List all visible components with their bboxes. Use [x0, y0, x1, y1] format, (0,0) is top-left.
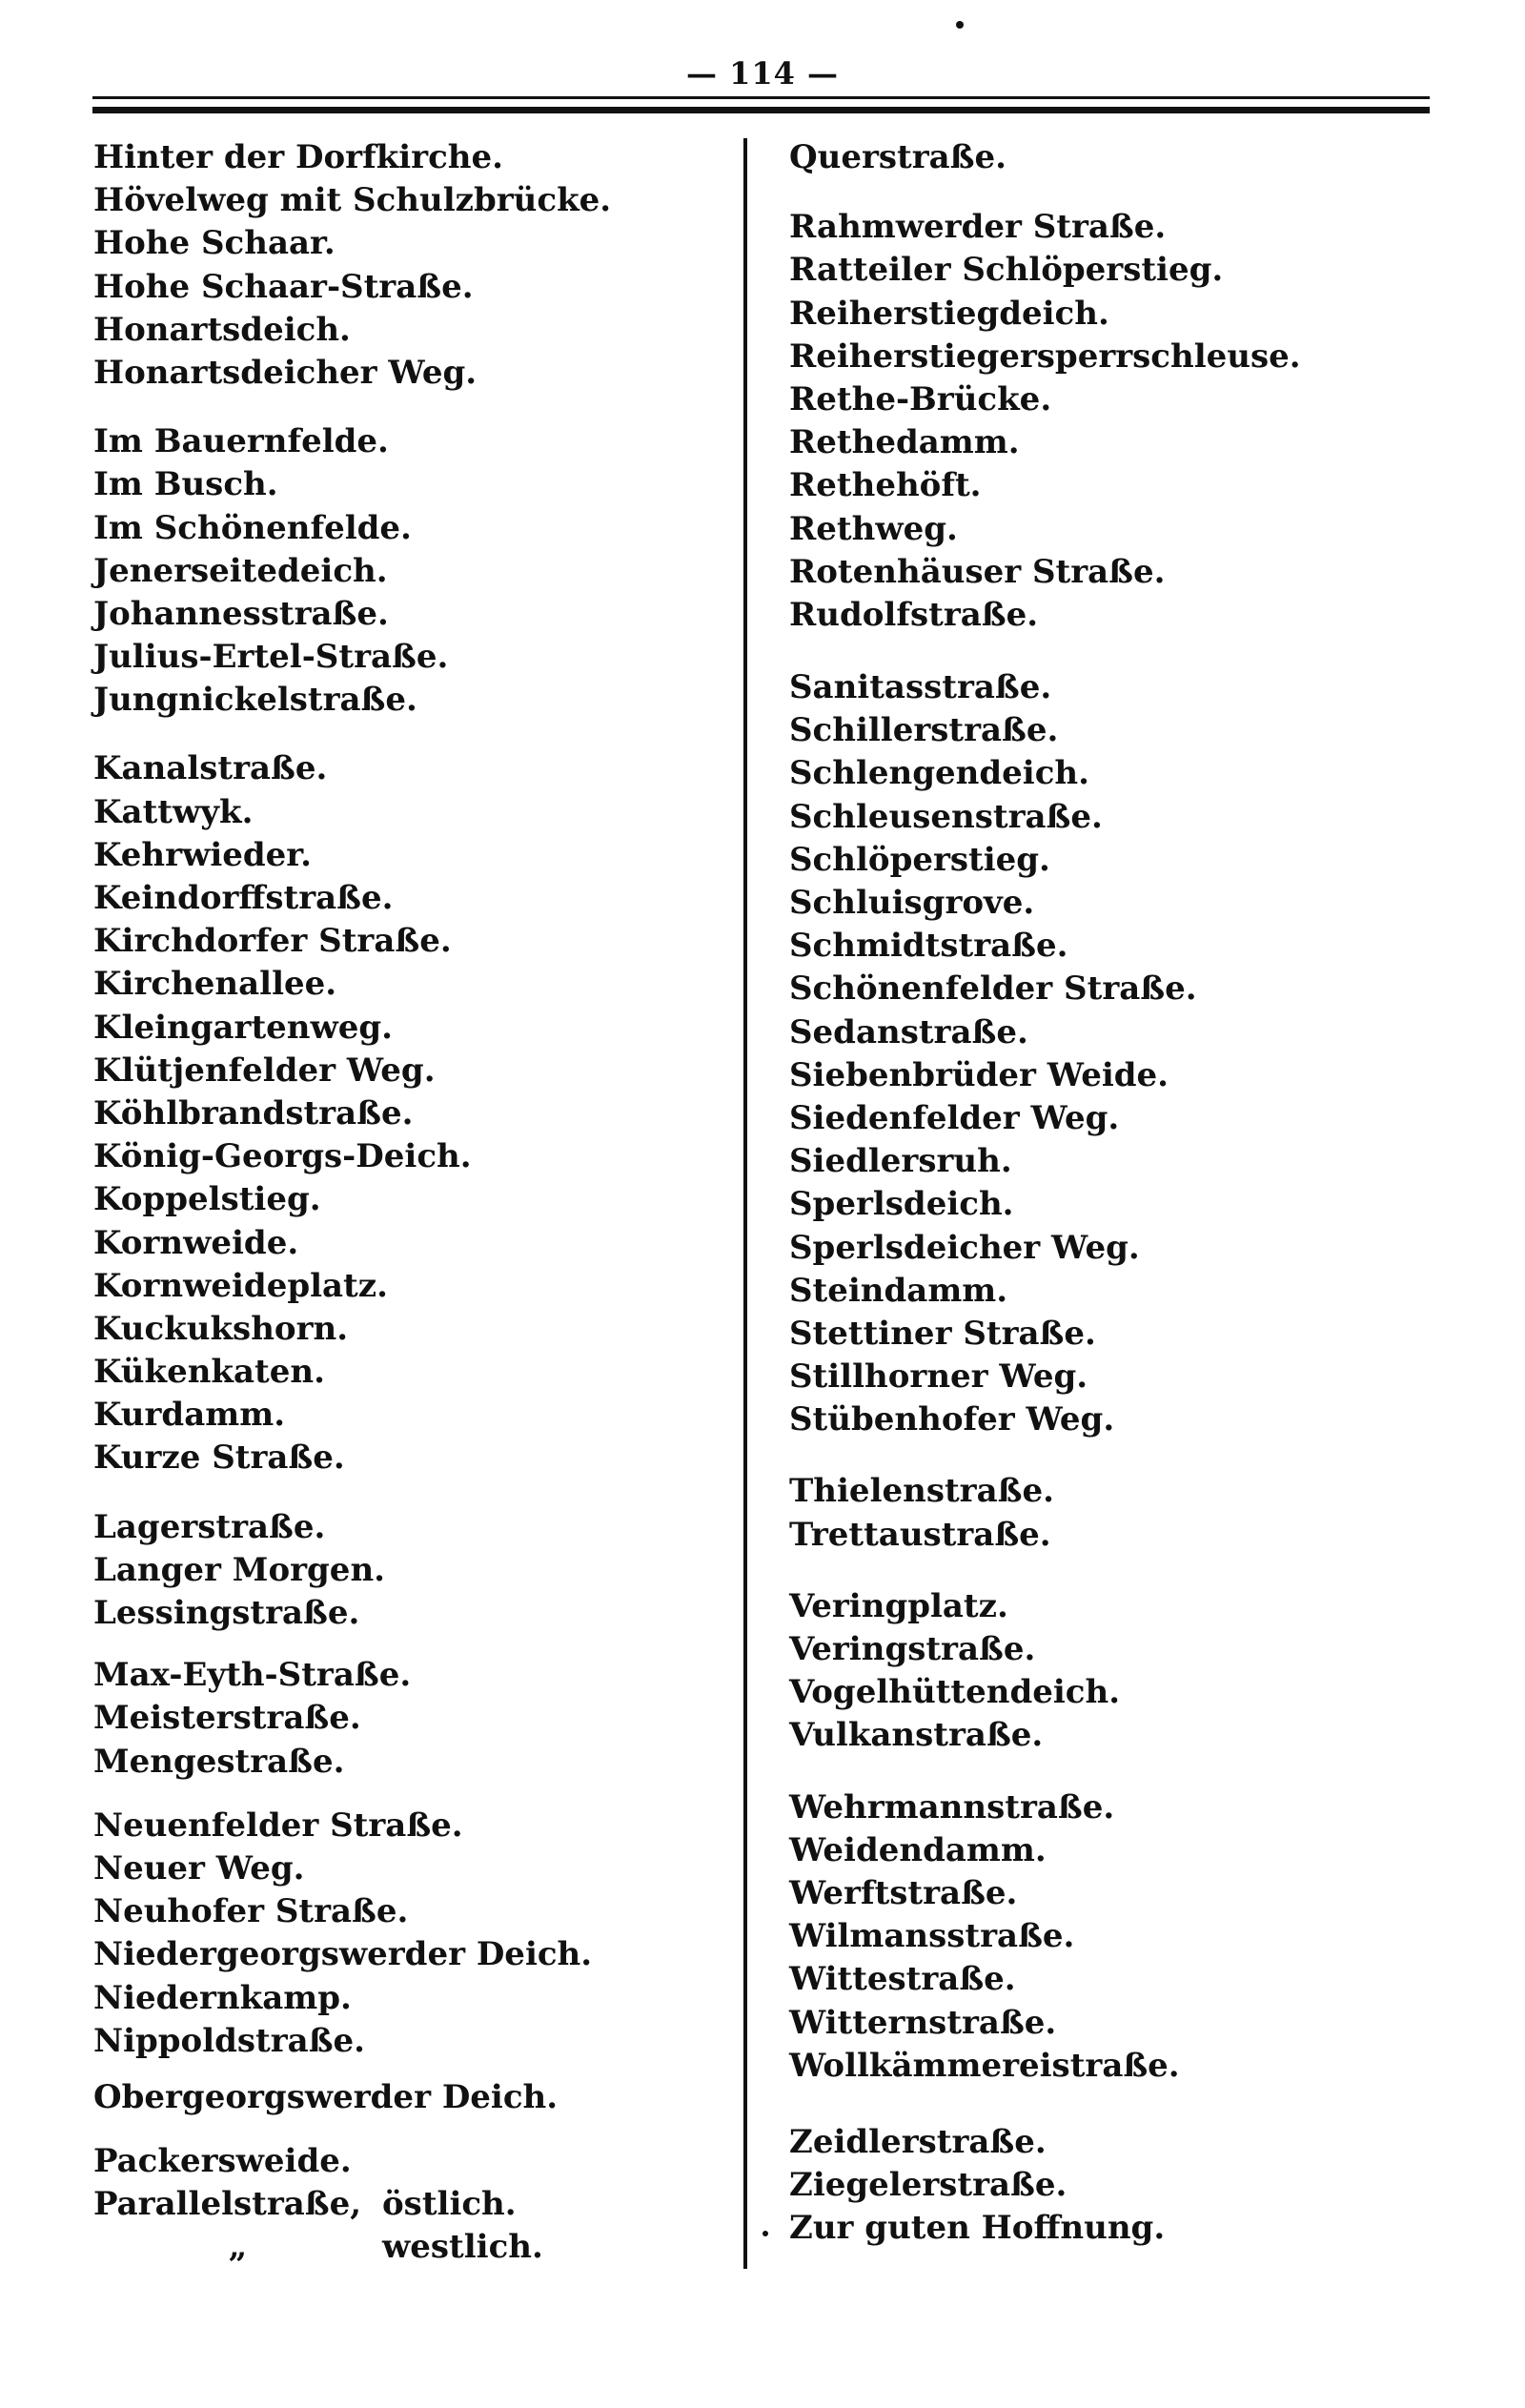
street-entry: Hinter der Dorfkirche. — [93, 138, 503, 176]
page-number: — 114 — — [685, 55, 840, 92]
street-entry: Schlöperstieg. — [789, 840, 1050, 879]
street-entry: König-Georgs-Deich. — [93, 1137, 472, 1176]
street-group — [789, 136, 1437, 179]
street-entry: Rethweg. — [789, 509, 958, 548]
street-entry: Rethedamm. — [789, 423, 1020, 462]
street-entry: Sanitasstraße. — [789, 668, 1052, 707]
street-entry: Reiherstiegersperrschleuse. — [789, 337, 1301, 376]
street-entry: Siebenbrüder Weide. — [789, 1055, 1169, 1094]
street-entry: Schillerstraße. — [789, 711, 1059, 750]
street-entry: Kanalstraße. — [93, 749, 328, 788]
street-entry: Im Schönenfelde. — [93, 508, 412, 547]
street-entry: Siedenfelder Weg. — [789, 1098, 1120, 1137]
street-entry: Neuhofer Straße. — [93, 1892, 409, 1931]
street-group — [789, 2121, 1437, 2251]
street-entry: Johannesstraße. — [93, 594, 389, 633]
street-group — [93, 1654, 722, 1784]
street-entry: Niedernkamp. — [93, 1978, 352, 2017]
street-entry: Im Bauernfelde. — [93, 422, 389, 461]
street-list-right-column — [789, 136, 1437, 2250]
street-entry: Vulkanstraße. — [789, 1716, 1044, 1755]
street-entry: Meisterstraße. — [93, 1699, 361, 1738]
street-entry: Thielenstraße. — [789, 1472, 1054, 1511]
street-group — [93, 2140, 722, 2270]
ditto-text: westlich. — [382, 2228, 543, 2267]
street-entry: Kornweideplatz. — [93, 1266, 388, 1305]
street-group — [789, 666, 1437, 1441]
street-entry: Stillhorner Weg. — [789, 1357, 1088, 1397]
street-entry: Hohe Schaar. — [93, 224, 336, 263]
street-entry: Lagerstraße. — [93, 1507, 326, 1546]
street-entry: Obergeorgswerder Deich. — [93, 2077, 559, 2116]
street-entry: Wittestraße. — [789, 1960, 1016, 1999]
street-entry: Ziegelerstraße. — [789, 2166, 1068, 2205]
column-divider — [743, 138, 747, 2269]
street-entry: Hövelweg mit Schulzbrücke. — [93, 181, 612, 220]
street-entry: Stettiner Straße. — [789, 1314, 1096, 1353]
street-entry: Mengestraße. — [93, 1742, 345, 1781]
street-entry: Schluisgrove. — [789, 884, 1035, 922]
street-group — [789, 1585, 1437, 1758]
street-entry: Kükenkaten. — [93, 1353, 325, 1392]
street-entry: Schmidtstraße. — [789, 927, 1068, 966]
street-entry-ditto — [93, 2226, 722, 2269]
street-entry: Neuenfelder Straße. — [93, 1806, 463, 1845]
ditto-mark: „ — [228, 2228, 248, 2267]
street-entry: Querstraße. — [789, 138, 1006, 176]
street-entry: Wilmansstraße. — [789, 1917, 1075, 1956]
street-entry: Kleingartenweg. — [93, 1008, 394, 1047]
street-entry: Hohe Schaar-Straße. — [93, 267, 474, 306]
street-entry: Im Busch. — [93, 465, 278, 504]
street-entry: Kattwyk. — [93, 792, 254, 831]
street-entry: Veringplatz. — [789, 1586, 1008, 1625]
street-entry: Wehrmannstraße. — [789, 1787, 1115, 1826]
street-entry: Reiherstiegdeich. — [789, 294, 1109, 333]
street-group — [93, 1506, 722, 1636]
street-group — [789, 1786, 1437, 2088]
street-entry: Kirchdorfer Straße. — [93, 922, 452, 961]
street-entry: Packersweide. — [93, 2142, 352, 2181]
street-entry: Rethe-Brücke. — [789, 379, 1052, 418]
street-entry: Sperlsdeicher Weg. — [789, 1228, 1140, 1267]
street-entry: Kornweide. — [93, 1223, 299, 1262]
street-entry: Keindorffstraße. — [93, 879, 394, 917]
street-entry: Kurdamm. — [93, 1396, 286, 1435]
direction-part: östlich. — [382, 2185, 517, 2224]
street-entry: Steindamm. — [789, 1271, 1008, 1310]
street-entry: Kurze Straße. — [93, 1439, 345, 1478]
street-entry: Max-Eyth-Straße. — [93, 1656, 412, 1695]
street-group — [789, 206, 1437, 637]
street-entry: Wollkämmereistraße. — [789, 2046, 1180, 2085]
street-list-left-column — [93, 136, 722, 2270]
street-group — [93, 420, 722, 722]
street-entry: Schleusenstraße. — [789, 797, 1103, 836]
street-entry: Schlengendeich. — [789, 754, 1089, 793]
street-entry: Honartsdeicher Weg. — [93, 353, 478, 392]
ink-dot — [762, 2231, 768, 2236]
street-group — [789, 1470, 1437, 1556]
street-entry: Lessingstraße. — [93, 1594, 360, 1632]
street-entry: Rethehöft. — [789, 466, 982, 505]
street-group — [93, 2076, 722, 2119]
street-entry: Trettaustraße. — [789, 1515, 1051, 1554]
street-entry: Niedergeorgswerder Deich. — [93, 1935, 593, 1974]
street-entry: Rudolfstraße. — [789, 595, 1039, 634]
ink-dot — [956, 21, 964, 29]
street-entry: Nippoldstraße. — [93, 2021, 365, 2060]
street-entry: Veringstraße. — [789, 1630, 1036, 1668]
street-entry: Kirchenallee. — [93, 965, 337, 1004]
street-entry: Werftstraße. — [789, 1873, 1018, 1912]
street-entry: Rahmwerder Straße. — [789, 208, 1167, 247]
street-name-part: Parallelstraße, — [93, 2185, 362, 2224]
street-entry: Schönenfelder Straße. — [789, 969, 1197, 1009]
header-rule-thick — [92, 107, 1430, 113]
street-entry: Ratteiler Schlöperstieg. — [789, 251, 1224, 290]
street-entry: Jungnickelstraße. — [93, 681, 417, 720]
street-entry: Witternstraße. — [789, 2003, 1057, 2042]
street-entry: Klütjenfelder Weg. — [93, 1051, 436, 1090]
street-entry: Weidendamm. — [789, 1830, 1047, 1869]
header-rule-thin — [92, 96, 1430, 99]
street-entry: Zeidlerstraße. — [789, 2122, 1047, 2161]
street-group — [93, 136, 722, 395]
street-entry: Sedanstraße. — [789, 1012, 1028, 1051]
street-entry: Sperlsdeich. — [789, 1185, 1014, 1224]
street-entry — [93, 2183, 722, 2226]
street-entry: Köhlbrandstraße. — [93, 1093, 414, 1133]
street-entry: Kuckukshorn. — [93, 1309, 349, 1348]
street-entry: Langer Morgen. — [93, 1550, 385, 1589]
street-entry: Honartsdeich. — [93, 310, 351, 349]
street-entry: Zur guten Hoffnung. — [789, 2209, 1166, 2248]
street-entry: Rotenhäuser Straße. — [789, 552, 1166, 591]
street-entry: Siedlersruh. — [789, 1142, 1012, 1181]
street-entry: Julius-Ertel-Straße. — [93, 638, 449, 677]
street-entry: Koppelstieg. — [93, 1180, 321, 1219]
street-group — [93, 1805, 722, 2063]
street-entry: Kehrwieder. — [93, 835, 312, 874]
street-entry: Vogelhüttendeich. — [789, 1673, 1121, 1712]
street-entry: Neuer Weg. — [93, 1848, 305, 1888]
street-entry: Jenerseitedeich. — [93, 551, 388, 590]
street-entry: Stübenhofer Weg. — [789, 1400, 1115, 1439]
street-group — [93, 747, 722, 1479]
